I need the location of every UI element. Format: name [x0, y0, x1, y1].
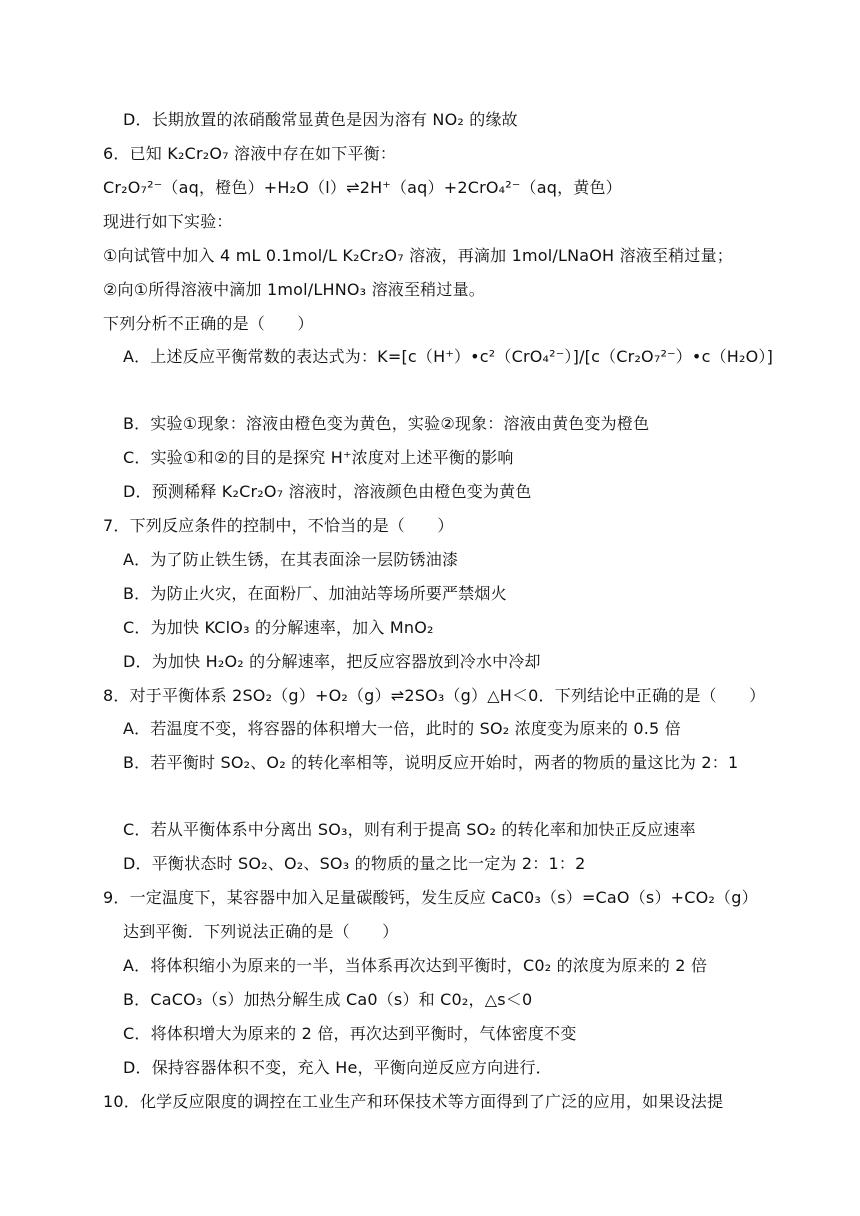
q7-option-d: D．为加快 H₂O₂ 的分解速率，把反应容器放到冷水中冷却 — [123, 652, 541, 671]
q9-option-d: D．保持容器体积不变，充入 He，平衡向逆反应方向进行． — [123, 1058, 552, 1077]
q6-step-2: ②向①所得溶液中滴加 1mol/LHNO₃ 溶液至稍过量。 — [103, 280, 485, 299]
q9-stem-cont: 达到平衡．下列说法正确的是（ ） — [123, 922, 399, 941]
q6-stem: 6．已知 K₂Cr₂O₇ 溶液中存在如下平衡： — [103, 144, 397, 163]
q6-option-c: C．实验①和②的目的是探究 H⁺浓度对上述平衡的影响 — [123, 448, 514, 467]
q8-option-a: A．若温度不变，将容器的体积增大一倍，此时的 SO₂ 浓度变为原来的 0.5 倍 — [123, 719, 681, 738]
q7-option-c: C．为加快 KClO₃ 的分解速率，加入 MnO₂ — [123, 618, 434, 637]
q9-stem: 9．一定温度下，某容器中加入足量碳酸钙，发生反应 CaC0₃（s）=CaO（s）+CO₂（g） — [103, 888, 758, 907]
q9-option-b: B．CaCO₃（s）加热分解生成 Ca0（s）和 C0₂，△s＜0 — [123, 990, 533, 1009]
q6-equation: Cr₂O₇²⁻（aq，橙色）+H₂O（l）⇌2H⁺（aq）+2CrO₄²⁻（aq，黄色） — [103, 178, 622, 197]
q8-option-d: D．平衡状态时 SO₂、O₂、SO₃ 的物质的量之比一定为 2：1：2 — [123, 854, 586, 873]
q8-option-c: C．若从平衡体系中分离出 SO₃，则有利于提高 SO₂ 的转化率和加快正反应速率 — [123, 820, 696, 839]
q6-option-d: D．预测稀释 K₂Cr₂O₇ 溶液时，溶液颜色由橙色变为黄色 — [123, 482, 532, 501]
q9-option-a: A．将体积缩小为原来的一半，当体系再次达到平衡时，C0₂ 的浓度为原来的 2 倍 — [123, 956, 708, 975]
q8-option-b: B．若平衡时 SO₂、O₂ 的转化率相等，说明反应开始时，两者的物质的量这比为 2：1 — [123, 753, 739, 772]
q6-option-a: A．上述反应平衡常数的表达式为：K=[c（H⁺）•c²（CrO₄²⁻）]/[c（Cr₂O₇²⁻）•c（H₂O）] — [123, 347, 774, 366]
q7-option-b: B．为防止火灾，在面粉厂、加油站等场所要严禁烟火 — [123, 584, 507, 603]
q6-step-1: ①向试管中加入 4 mL 0.1mol/L K₂Cr₂O₇ 溶液，再滴加 1mol/LNaOH 溶液至稍过量； — [103, 246, 733, 265]
q9-option-c: C．将体积增大为原来的 2 倍，再次达到平衡时，气体密度不变 — [123, 1024, 577, 1043]
q7-stem: 7．下列反应条件的控制中，不恰当的是（ ） — [103, 516, 454, 535]
q6-option-b: B．实验①现象：溶液由橙色变为黄色，实验②现象：溶液由黄色变为橙色 — [123, 414, 650, 433]
q10-stem: 10．化学反应限度的调控在工业生产和环保技术等方面得到了广泛的应用，如果设法提 — [103, 1092, 724, 1111]
q6-intro: 现进行如下实验： — [103, 212, 233, 231]
q8-stem: 8．对于平衡体系 2SO₂（g）+O₂（g）⇌2SO₃（g）△H＜0．下列结论中正确的是（ ） — [103, 686, 766, 705]
q6-question: 下列分析不正确的是（ ） — [103, 314, 314, 333]
q7-option-a: A．为了防止铁生锈，在其表面涂一层防锈油漆 — [123, 550, 459, 569]
q5-option-d: D．长期放置的浓硝酸常显黄色是因为溶有 NO₂ 的缘故 — [123, 110, 518, 129]
